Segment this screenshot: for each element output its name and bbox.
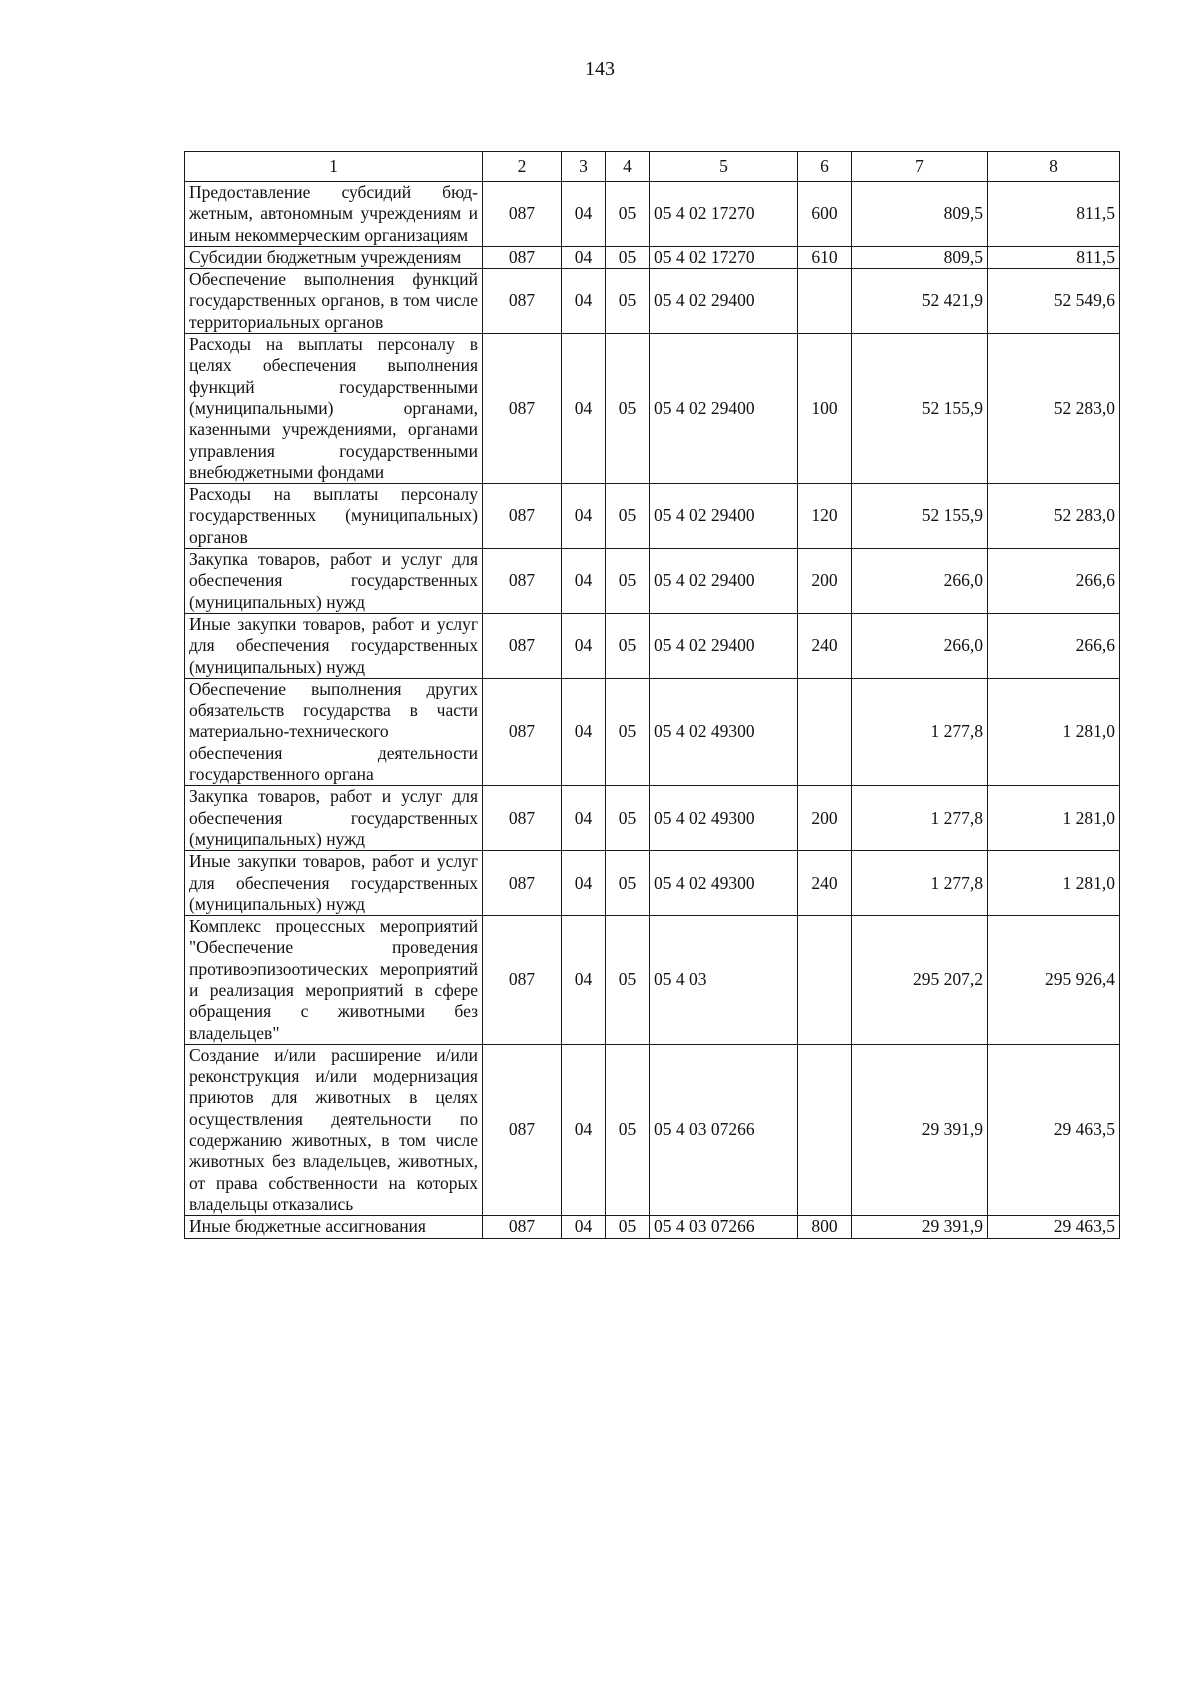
sum-2-cell: 52 283,0: [988, 484, 1120, 549]
sum-1-cell: 266,0: [852, 613, 988, 678]
sum-2-cell: 1 281,0: [988, 678, 1120, 785]
expense-type-cell: 100: [798, 334, 852, 484]
sum-2-cell: 52 283,0: [988, 334, 1120, 484]
table-row: [185, 786, 1120, 851]
section-cell: 04: [562, 549, 606, 614]
expense-type-cell: [798, 269, 852, 334]
sum-1-cell: 1 277,8: [852, 851, 988, 916]
target-cell: 05 4 02 29400: [650, 613, 798, 678]
sum-1-cell: 52 155,9: [852, 334, 988, 484]
sum-2-cell: 52 549,6: [988, 269, 1120, 334]
target-cell: 05 4 02 17270: [650, 246, 798, 268]
sum-1-cell: 266,0: [852, 549, 988, 614]
code-cell: 087: [483, 916, 562, 1045]
target-cell: 05 4 02 29400: [650, 334, 798, 484]
row-name: Субсидии бюджетным учреждениям: [185, 246, 483, 268]
sum-1-cell: 809,5: [852, 182, 988, 247]
sum-1-cell: 52 155,9: [852, 484, 988, 549]
target-cell: 05 4 02 49300: [650, 851, 798, 916]
page-number: 143: [585, 58, 615, 80]
table-row: [185, 613, 1120, 678]
sum-1-cell: 29 391,9: [852, 1044, 988, 1215]
target-cell: 05 4 02 17270: [650, 182, 798, 247]
target-cell: 05 4 02 29400: [650, 269, 798, 334]
subsection-cell: 05: [606, 1044, 650, 1215]
section-cell: 04: [562, 786, 606, 851]
expense-type-cell: [798, 678, 852, 785]
column-header: 1: [185, 152, 483, 182]
expense-type-cell: 610: [798, 246, 852, 268]
table-row: [185, 1216, 1120, 1238]
sum-2-cell: 266,6: [988, 613, 1120, 678]
expense-type-cell: 120: [798, 484, 852, 549]
row-name: Иные бюджетные ассигнования: [185, 1216, 483, 1238]
code-cell: 087: [483, 613, 562, 678]
row-name: Создание и/или расширение и/или реконструкция и/или модернизация приютов для животных в целях осуществления деятельности по содержанию животных, в том числе животных без владельцев, животных, от права собственности на которых владельцы отказались: [185, 1044, 483, 1215]
target-cell: 05 4 03 07266: [650, 1044, 798, 1215]
sum-2-cell: 266,6: [988, 549, 1120, 614]
table-row: [185, 1044, 1120, 1215]
table-row: [185, 334, 1120, 484]
sum-1-cell: 29 391,9: [852, 1216, 988, 1238]
column-header: 5: [650, 152, 798, 182]
table-row: [185, 182, 1120, 247]
sum-1-cell: 52 421,9: [852, 269, 988, 334]
sum-2-cell: 295 926,4: [988, 916, 1120, 1045]
code-cell: 087: [483, 1044, 562, 1215]
section-cell: 04: [562, 916, 606, 1045]
code-cell: 087: [483, 678, 562, 785]
table-row: [185, 246, 1120, 268]
expense-type-cell: [798, 1044, 852, 1215]
column-header: 2: [483, 152, 562, 182]
row-name: Предоставление субсидий бюджетным, автономным учреждениям и иным некоммерческим организациям: [185, 182, 483, 247]
code-cell: 087: [483, 549, 562, 614]
target-cell: 05 4 02 29400: [650, 549, 798, 614]
sum-2-cell: 29 463,5: [988, 1216, 1120, 1238]
row-name: Обеспечение выполнения функций государственных органов, в том числе территориальных органов: [185, 269, 483, 334]
subsection-cell: 05: [606, 916, 650, 1045]
subsection-cell: 05: [606, 182, 650, 247]
section-cell: 04: [562, 269, 606, 334]
row-name: Комплекс процессных мероприятий "Обеспечение проведения противоэпизоотических мероприятий и реализация мероприятий в сфере обращения с животными без владельцев": [185, 916, 483, 1045]
code-cell: 087: [483, 851, 562, 916]
section-cell: 04: [562, 678, 606, 785]
section-cell: 04: [562, 182, 606, 247]
sum-2-cell: 811,5: [988, 246, 1120, 268]
sum-2-cell: 29 463,5: [988, 1044, 1120, 1215]
subsection-cell: 05: [606, 334, 650, 484]
table-row: [185, 484, 1120, 549]
sum-1-cell: 295 207,2: [852, 916, 988, 1045]
header-row: [185, 152, 1120, 182]
subsection-cell: 05: [606, 246, 650, 268]
subsection-cell: 05: [606, 1216, 650, 1238]
subsection-cell: 05: [606, 484, 650, 549]
column-header: 8: [988, 152, 1120, 182]
target-cell: 05 4 02 49300: [650, 786, 798, 851]
row-name: Расходы на выплаты персоналу государственных (муниципальных) органов: [185, 484, 483, 549]
sum-1-cell: 809,5: [852, 246, 988, 268]
row-name: Расходы на выплаты персоналу в целях обеспечения выполнения функций государственными (муниципальными) органами, казенными учреждениями, органами управления государственными внебюджетными фондами: [185, 334, 483, 484]
target-cell: 05 4 03: [650, 916, 798, 1045]
expense-type-cell: 240: [798, 851, 852, 916]
code-cell: 087: [483, 182, 562, 247]
section-cell: 04: [562, 1044, 606, 1215]
expense-type-cell: [798, 916, 852, 1045]
section-cell: 04: [562, 334, 606, 484]
table-row: [185, 549, 1120, 614]
target-cell: 05 4 02 49300: [650, 678, 798, 785]
sum-2-cell: 1 281,0: [988, 786, 1120, 851]
table-row: [185, 916, 1120, 1045]
column-header: 4: [606, 152, 650, 182]
section-cell: 04: [562, 851, 606, 916]
column-header: 7: [852, 152, 988, 182]
row-name: Иные закупки товаров, работ и услуг для обеспечения государственных (муниципальных) нужд: [185, 613, 483, 678]
target-cell: 05 4 03 07266: [650, 1216, 798, 1238]
code-cell: 087: [483, 334, 562, 484]
section-cell: 04: [562, 484, 606, 549]
column-header: 3: [562, 152, 606, 182]
sum-2-cell: 1 281,0: [988, 851, 1120, 916]
row-name: Закупка товаров, работ и услуг для обеспечения государственных (муниципальных) нужд: [185, 786, 483, 851]
section-cell: 04: [562, 613, 606, 678]
table-row: [185, 678, 1120, 785]
code-cell: 087: [483, 1216, 562, 1238]
budget-table: [184, 151, 1120, 1239]
subsection-cell: 05: [606, 786, 650, 851]
subsection-cell: 05: [606, 678, 650, 785]
sum-1-cell: 1 277,8: [852, 678, 988, 785]
code-cell: 087: [483, 786, 562, 851]
row-name: Иные закупки товаров, работ и услуг для обеспечения государственных (муниципальных) нужд: [185, 851, 483, 916]
expense-type-cell: 200: [798, 786, 852, 851]
target-cell: 05 4 02 29400: [650, 484, 798, 549]
row-name: Закупка товаров, работ и услуг для обеспечения государственных (муниципальных) нужд: [185, 549, 483, 614]
subsection-cell: 05: [606, 549, 650, 614]
code-cell: 087: [483, 246, 562, 268]
expense-type-cell: 200: [798, 549, 852, 614]
sum-1-cell: 1 277,8: [852, 786, 988, 851]
table-row: [185, 269, 1120, 334]
column-header: 6: [798, 152, 852, 182]
code-cell: 087: [483, 269, 562, 334]
expense-type-cell: 800: [798, 1216, 852, 1238]
sum-2-cell: 811,5: [988, 182, 1120, 247]
section-cell: 04: [562, 246, 606, 268]
subsection-cell: 05: [606, 269, 650, 334]
expense-type-cell: 240: [798, 613, 852, 678]
expense-type-cell: 600: [798, 182, 852, 247]
row-name: Обеспечение выполнения других обязательств государства в части материально-технического обеспечения деятельности государственного органа: [185, 678, 483, 785]
code-cell: 087: [483, 484, 562, 549]
subsection-cell: 05: [606, 613, 650, 678]
section-cell: 04: [562, 1216, 606, 1238]
subsection-cell: 05: [606, 851, 650, 916]
table-row: [185, 851, 1120, 916]
